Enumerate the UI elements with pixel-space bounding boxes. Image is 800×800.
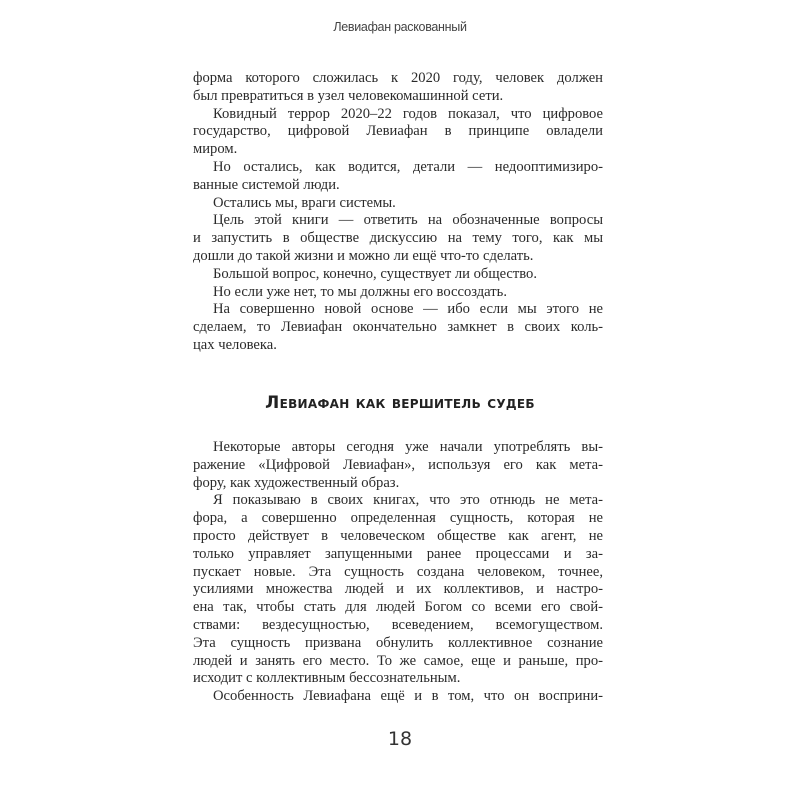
text-line: Эта сущность призвана обнулить коллективное сознание (193, 634, 603, 651)
text-line: ена так, чтобы стать для людей Богом со всеми его свой- (193, 599, 603, 616)
text-line: Я показываю в своих книгах, что это отнюдь не мета- (213, 492, 603, 509)
text-line: Особенность Левиафана ещё и в том, что он восприни- (213, 688, 603, 705)
text-line: Некоторые авторы сегодня уже начали употреблять вы- (213, 439, 603, 455)
text-line: дошли до такой жизни и можно ли ещё что-то сделать. (193, 247, 534, 264)
text-line: только управляет запущенными ранее процессами и за- (193, 545, 603, 562)
page-number: 18 (387, 728, 413, 750)
text-block-section (193, 439, 603, 706)
text-line: форма которого сложилась к 2020 году, человек должен (193, 70, 603, 86)
section-heading: Левиафан как вершитель судеб (265, 393, 535, 413)
text-line: пускает новые. Эта сущность создана человеком, точнее, (193, 563, 603, 580)
text-line: людей и занять его место. То же самое, еще и раньше, про- (193, 652, 603, 669)
text-line: Но остались, как водится, детали — недооптимизиро- (213, 158, 603, 175)
text-line: цах человека. (193, 336, 277, 353)
text-line: Ковидный террор 2020–22 годов показал, что цифровое (213, 105, 603, 122)
text-line: фору, как художественный образ. (193, 474, 400, 491)
text-line: Но если уже нет, то мы должны его воссоздать. (213, 283, 507, 300)
text-line: и запустить в обществе дискуссию на тему того, как мы (193, 230, 603, 247)
text-line: Большой вопрос, конечно, существует ли общество. (213, 265, 538, 282)
text-line: ствами: вездесущностью, всеведением, всемогуществом. (193, 616, 603, 633)
text-line: ванные системой люди. (193, 176, 340, 193)
text-line: государство, цифровой Левиафан в принципе овладели (193, 123, 603, 140)
text-line: ражение «Цифровой Левиафан», используя его как мета- (193, 456, 603, 473)
text-line: был превратиться в узел человекомашинной сети. (193, 87, 504, 104)
text-line: Остались мы, враги системы. (213, 194, 396, 211)
text-line: сделаем, то Левиафан окончательно замкнет в своих коль- (193, 319, 603, 336)
text-line: просто действует в человеческом обществе как агент, не (193, 527, 603, 544)
text-line: На совершенно новой основе — ибо если мы этого не (213, 301, 603, 318)
text-line: фора, а совершенно определенная сущность, которая не (193, 510, 603, 527)
text-line: усилиями множества людей и их коллективов, и настро- (193, 581, 603, 598)
text-line: исходит с коллективным бессознательным. (193, 670, 461, 687)
text-line: миром. (193, 141, 238, 158)
text-line: Цель этой книги — ответить на обозначенные вопросы (213, 212, 603, 229)
text-block-intro (193, 70, 603, 355)
running-head: Левиафан раскованный (333, 20, 467, 34)
